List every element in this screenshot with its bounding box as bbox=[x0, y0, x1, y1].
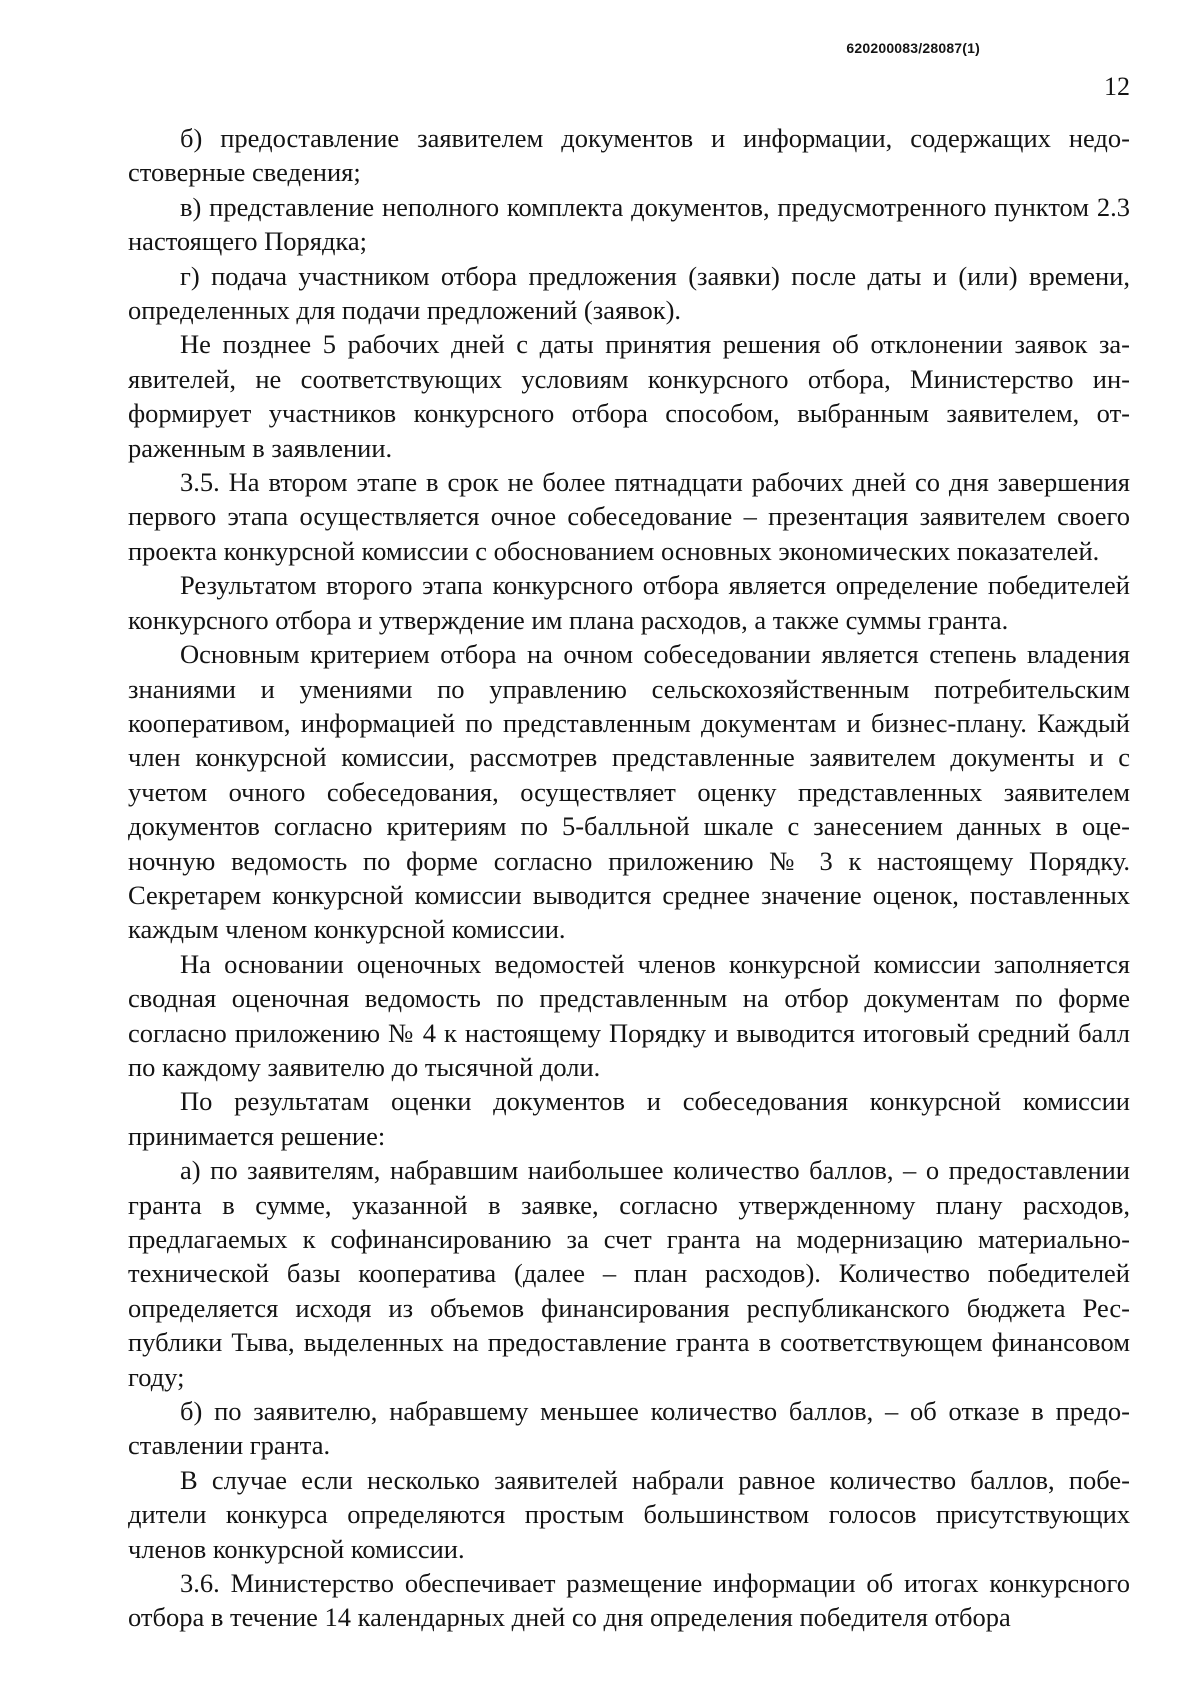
paragraph-item-a-grant-award: а) по заявителям, набравшим наибольшее количество баллов, – о предоставлении гранта в сумме, указанной в заявке, согласно утвержденному плану расходов, предлагаемых к софинансированию за счет гранта на модернизацию материально-технической базы кооператива (далее – план расходов). Количество победителей определяется исходя из объемов финансирования республиканского бюджета Республики Тыва, выделенных на предоставление гранта в соответствующем финансовом году; bbox=[128, 1155, 1130, 1392]
paragraph-main-criterion: Основным критерием отбора на очном собеседовании является степень владения знаниями и умениями по управлению сельскохозяйственным потребительским кооперативом, информацией по представленным документам и бизнес-плану. Каждый член конкурсной комиссии, рассмотрев представленные заявителем документы и с учетом очного собеседования, осуществляет оценку представленных заявителем документов согласно критериям по 5-балльной шкале с занесением данных в оценочную ведомость по форме согласно приложению № 3 к настоящему Порядку. Секретарем конкурсной комиссии выводится среднее значение оценок, поставленных каждым членом конкурсной комиссии. bbox=[128, 639, 1130, 945]
paragraph-item-b-grant-refusal: б) по заявителю, набравшему меньшее количество баллов, – об отказе в предоставлении гранта. bbox=[128, 1396, 1130, 1461]
paragraph-section-3-6: 3.6. Министерство обеспечивает размещение информации об итогах конкурсного отбора в течение 14 календарных дней со дня определения победителя отбора bbox=[128, 1568, 1130, 1633]
paragraph-rejection-notice: Не позднее 5 рабочих дней с даты принятия решения об отклонении заявок заявителей, не соответствующих условиям конкурсного отбора, Министерство информирует участников конкурсного отбора способом, выбранным заявителем, отраженным в заявлении. bbox=[128, 329, 1130, 463]
paragraph-section-3-5: 3.5. На втором этапе в срок не более пятнадцати рабочих дней со дня завершения первого этапа осуществляется очное собеседование – презентация заявителем своего проекта конкурсной комиссии с обоснованием основных экономических показателей. bbox=[128, 467, 1130, 566]
paragraph-decision-intro: По результатам оценки документов и собеседования конкурсной комиссии принимается решение: bbox=[128, 1086, 1130, 1151]
paragraph-summary-sheet: На основании оценочных ведомостей членов конкурсной комиссии заполняется сводная оценочная ведомость по представленным на отбор документам по форме согласно приложению № 4 к настоящему Порядку и выводится итоговый средний балл по каждому заявителю до тысячной доли. bbox=[128, 948, 1130, 1082]
paragraph-item-b-unreliable-info: б) предоставление заявителем документов и информации, содержащих недостоверные сведения; bbox=[128, 123, 1130, 188]
page-number: 12 bbox=[1104, 72, 1130, 101]
paragraph-item-v-incomplete-docs: в) представление неполного комплекта документов, предусмотренного пунктом 2.3 настоящего Порядка; bbox=[128, 191, 1130, 257]
paragraph-tie-break: В случае если несколько заявителей набрали равное количество баллов, победители конкурса определяются простым большинством голосов присутствующих членов конкурсной комиссии. bbox=[128, 1464, 1130, 1564]
document-body bbox=[128, 121, 1130, 1635]
paragraph-second-stage-result: Результатом второго этапа конкурсного отбора является определение победителей конкурсного отбора и утверждение им плана расходов, а также суммы гранта. bbox=[128, 570, 1130, 635]
document-code: 620200083/28087(1) bbox=[846, 40, 980, 56]
paragraph-item-g-late-submission: г) подача участником отбора предложения (заявки) после даты и (или) времени, определенных для подачи предложений (заявок). bbox=[128, 260, 1130, 326]
